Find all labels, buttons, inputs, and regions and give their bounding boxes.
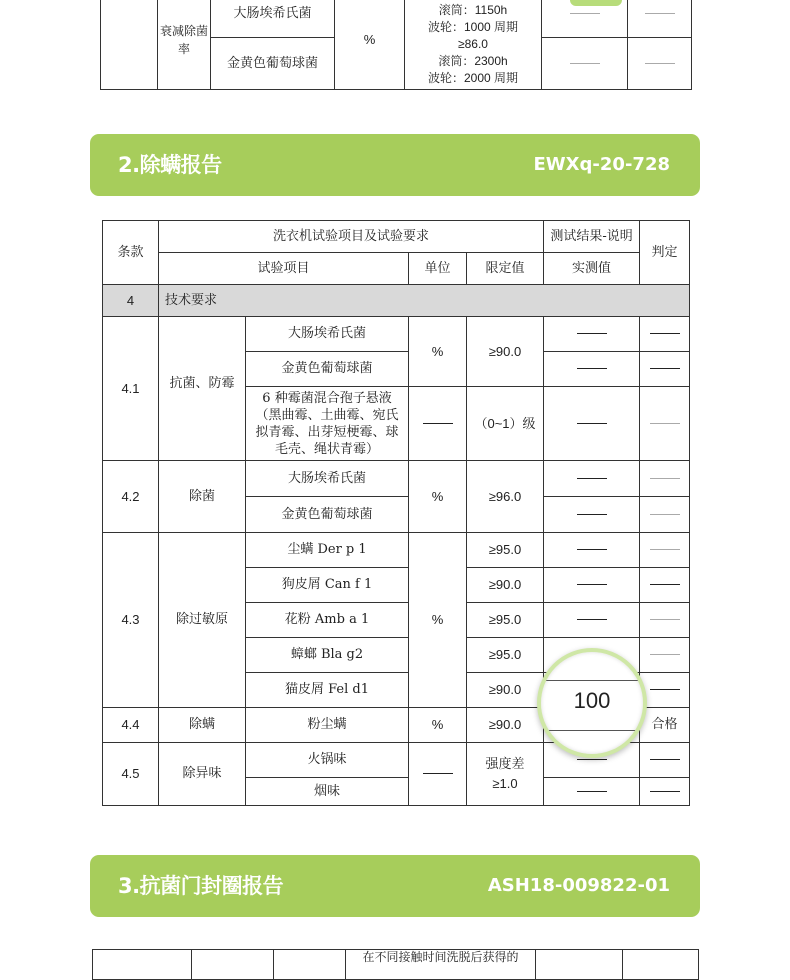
row-name: 大肠埃希氏菌 — [211, 0, 335, 38]
verdict-cell — [640, 778, 690, 806]
section-clause: 4 — [103, 285, 159, 317]
test-item: 金黄色葡萄球菌 — [246, 497, 409, 533]
section-banner-mite — [90, 134, 700, 196]
partial-header: 在不同接触时间洗脱后获得的 — [346, 950, 536, 980]
limit-cell: ≥90.0 — [467, 708, 544, 743]
verdict-cell: 合格 — [640, 708, 690, 743]
limit-cell: ≥96.0 — [467, 461, 544, 533]
verdict-cell — [640, 461, 690, 497]
test-item: 6 种霉菌混合孢子悬液（黑曲霉、土曲霉、宛氏拟青霉、出芽短梗霉、球毛壳、绳状青霉） — [246, 387, 409, 461]
test-item: 蟑螂 Bla g2 — [246, 638, 409, 673]
header-verdict: 判定 — [640, 221, 690, 285]
empty-cell — [192, 950, 274, 980]
test-item: 火锅味 — [246, 743, 409, 778]
limit-cell: 强度差≥1.0 — [467, 743, 544, 806]
category-4-5: 除异味 — [159, 743, 246, 806]
clause-4-4: 4.4 — [103, 708, 159, 743]
measured-cell — [544, 352, 640, 387]
category-4-4: 除螨 — [159, 708, 246, 743]
unit-cell: % — [409, 461, 467, 533]
header-result-group: 测试结果-说明 — [544, 221, 640, 253]
header-clause: 条款 — [103, 221, 159, 285]
section-title-cell: 技术要求 — [159, 285, 690, 317]
measured-cell — [544, 461, 640, 497]
result-cell — [542, 38, 628, 90]
header-limit: 限定值 — [467, 253, 544, 285]
test-item: 粉尘螨 — [246, 708, 409, 743]
limit-cell: ≥95.0 — [467, 533, 544, 568]
header-item: 试验项目 — [159, 253, 409, 285]
result-cell — [542, 0, 628, 38]
verdict-cell — [640, 743, 690, 778]
category-4-1: 抗菌、防霉 — [159, 317, 246, 461]
measured-cell — [544, 387, 640, 461]
verdict-cell — [628, 0, 692, 38]
verdict-cell — [640, 387, 690, 461]
magnified-value: 100 — [573, 688, 611, 713]
category-4-3: 除过敏原 — [159, 533, 246, 708]
unit-cell: % — [335, 0, 405, 90]
report-code: EWXq-20-728 — [533, 154, 670, 175]
empty-cell — [101, 0, 158, 90]
verdict-cell — [628, 38, 692, 90]
empty-cell — [93, 950, 192, 980]
test-item: 烟味 — [246, 778, 409, 806]
measured-cell — [544, 533, 640, 568]
category-4-2: 除菌 — [159, 461, 246, 533]
empty-cell — [274, 950, 346, 980]
limit-cell: ≥95.0 — [467, 603, 544, 638]
empty-cell — [623, 950, 699, 980]
item-cell: 衰减除菌率 — [158, 0, 211, 90]
limit-cell: ≥90.0 — [467, 317, 544, 387]
unit-cell: % — [409, 317, 467, 387]
test-item: 金黄色葡萄球菌 — [246, 352, 409, 387]
test-item: 猫皮屑 Fel d1 — [246, 673, 409, 708]
empty-cell — [536, 950, 623, 980]
limit-cell: ≥95.0 — [467, 638, 544, 673]
test-item: 花粉 Amb a 1 — [246, 603, 409, 638]
verdict-cell — [640, 638, 690, 673]
limit-cell: ≥90.0 — [467, 568, 544, 603]
magnified-value-callout — [537, 648, 647, 758]
verdict-cell — [640, 317, 690, 352]
unit-cell: % — [409, 533, 467, 708]
measured-cell — [544, 497, 640, 533]
test-item: 大肠埃希氏菌 — [246, 461, 409, 497]
verdict-cell — [640, 497, 690, 533]
section-title: 2.除螨报告 — [118, 153, 222, 177]
clause-4-5: 4.5 — [103, 743, 159, 806]
limit-cell: （0~1）级 — [467, 387, 544, 461]
verdict-cell — [640, 533, 690, 568]
unit-cell: % — [409, 708, 467, 743]
section-banner-antibacterial — [90, 855, 700, 917]
verdict-cell — [640, 603, 690, 638]
measured-cell — [544, 568, 640, 603]
clause-4-2: 4.2 — [103, 461, 159, 533]
verdict-cell — [640, 568, 690, 603]
limit-cell: ≥90.0 — [467, 673, 544, 708]
header-unit: 单位 — [409, 253, 467, 285]
test-item: 尘螨 Der p 1 — [246, 533, 409, 568]
measured-cell — [544, 603, 640, 638]
test-item: 狗皮屑 Can f 1 — [246, 568, 409, 603]
clause-4-3: 4.3 — [103, 533, 159, 708]
limit-cell: 滚筒：1150h 波轮：1000 周期 ≥86.0 滚筒：2300h 波轮：2000 周期 — [405, 0, 542, 90]
report-code: ASH18-009822-01 — [487, 875, 670, 896]
unit-cell — [409, 743, 467, 806]
verdict-cell — [640, 673, 690, 708]
top-table — [100, 0, 692, 90]
bottom-table — [92, 949, 699, 980]
measured-cell — [544, 778, 640, 806]
header-measured: 实测值 — [544, 253, 640, 285]
header-group: 洗衣机试验项目及试验要求 — [159, 221, 544, 253]
clause-4-1: 4.1 — [103, 317, 159, 461]
measured-cell — [544, 317, 640, 352]
test-item: 大肠埃希氏菌 — [246, 317, 409, 352]
row-name: 金黄色葡萄球菌 — [211, 38, 335, 90]
verdict-cell — [640, 352, 690, 387]
section-title: 3.抗菌门封圈报告 — [118, 874, 284, 898]
unit-cell — [409, 387, 467, 461]
